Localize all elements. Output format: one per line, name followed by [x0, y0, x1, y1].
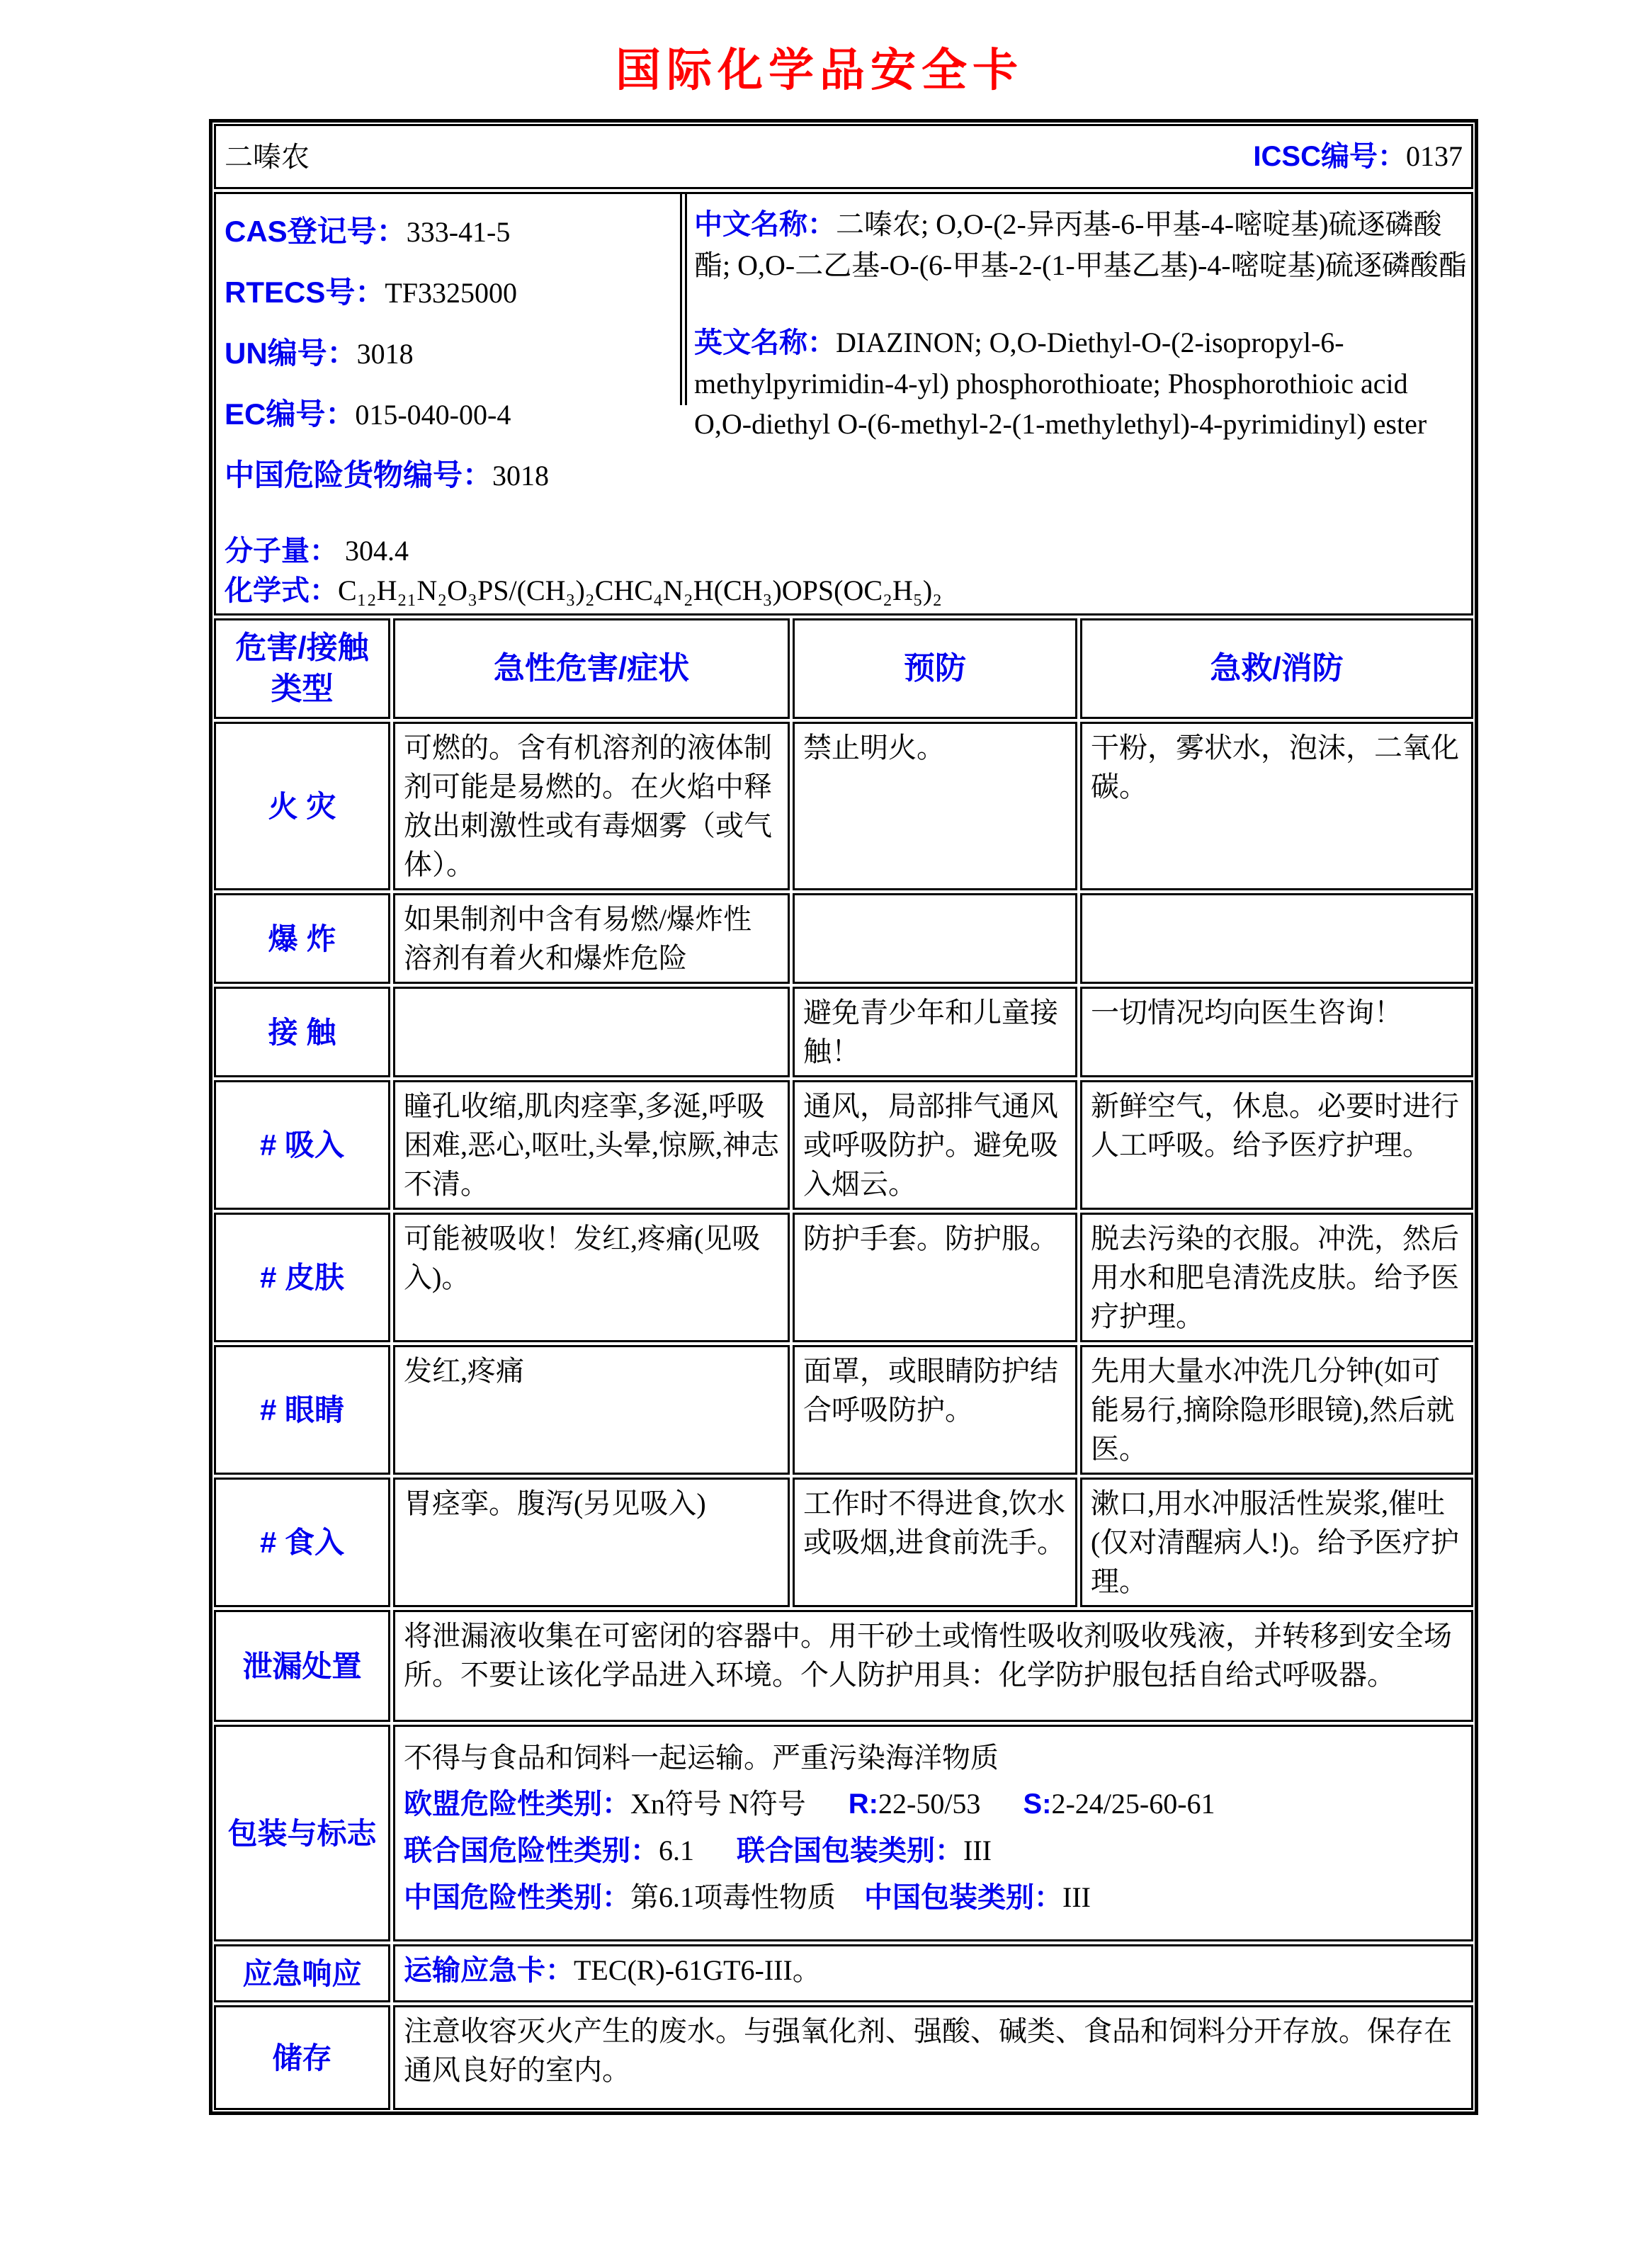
formula-line [225, 571, 943, 611]
ingestion-prevention-cell: 工作时不得进食,饮水或吸烟,进食前洗手。 [793, 1478, 1077, 1607]
cn-pack-value: III [1062, 1881, 1091, 1913]
skin-prevention-cell: 防护手套。防护服。 [793, 1213, 1077, 1342]
explosion-prevention-cell [793, 893, 1077, 984]
eyes-row-label: # 眼睛 [214, 1345, 390, 1475]
rtecs-number-line [225, 262, 678, 323]
icsc-number-group [1253, 137, 1463, 176]
skin-symptom-cell: 可能被吸收！发红,疼痛(见吸入)。 [393, 1213, 790, 1342]
un-class-value: 6.1 [659, 1835, 694, 1866]
hazard-row-eyes [212, 1344, 1475, 1476]
storage-text-cell: 注意收容灭火产生的废水。与强氧化剂、强酸、碱类、食品和饲料分开存放。保存在通风良好的室内。 [393, 2005, 1473, 2110]
packaging-content-cell [393, 1725, 1473, 1941]
card-header-row [212, 123, 1475, 191]
emergency-content-cell [393, 1944, 1473, 2002]
ec-number-line [225, 384, 678, 445]
substance-name: 二嗪农 [225, 140, 310, 173]
cas-number-line [225, 201, 678, 262]
skin-firstaid-cell: 脱去污染的衣服。冲洗，然后用水和肥皂清洗皮肤。给予医疗护理。 [1080, 1213, 1473, 1342]
info-section [214, 192, 1473, 616]
symptom-header [393, 618, 790, 719]
exposure-prevention-cell: 避免青少年和儿童接触！ [793, 987, 1077, 1077]
ec-value: 015-040-00-4 [355, 399, 511, 431]
packaging-row [212, 1723, 1475, 1943]
skin-row-label: # 皮肤 [214, 1213, 390, 1342]
emergency-row [212, 1943, 1475, 2004]
spill-row [212, 1609, 1475, 1723]
firstaid-header-text: 急救/消防 [1210, 651, 1344, 686]
un-label: UN编号： [225, 336, 357, 370]
mol-weight-value: 304.4 [345, 535, 409, 567]
hazard-row-ingestion [212, 1476, 1475, 1609]
eu-hazard-class-line [404, 1784, 1463, 1824]
exposure-row-label: 接 触 [214, 987, 390, 1077]
cn-class-label: 中国危险性类别： [404, 1882, 630, 1913]
english-name-label: 英文名称： [694, 327, 836, 358]
formula-label: 化学式： [225, 575, 338, 606]
explosion-firstaid-cell [1080, 893, 1473, 984]
un-value: 3018 [356, 338, 414, 370]
un-class-label: 联合国危险性类别： [404, 1835, 659, 1866]
cn-pack-label: 中国包装类别： [864, 1882, 1062, 1913]
hazard-type-header [214, 618, 390, 719]
prevention-header [793, 618, 1077, 719]
chinese-name-paragraph [694, 204, 1470, 285]
fire-prevention-cell: 禁止明火。 [793, 722, 1077, 890]
firstaid-header [1080, 618, 1473, 719]
exposure-firstaid-cell: 一切情况均向医生咨询！ [1080, 987, 1473, 1077]
eu-class-value: Xn符号 N符号 [630, 1788, 806, 1820]
storage-row-label: 储存 [214, 2005, 390, 2110]
cas-label: CAS登记号： [225, 215, 407, 248]
ingestion-symptom-cell: 胃痉挛。腹泻(另见吸入) [393, 1478, 790, 1607]
explosion-row-label: 爆 炸 [214, 893, 390, 984]
hazard-type-header-line1: 危害/接触 [235, 630, 369, 665]
fire-symptom-cell: 可燃的。含有机溶剂的液体制剂可能是易燃的。在火焰中释放出刺激性或有毒烟雾（或气体）。 [393, 722, 790, 890]
storage-row [212, 2004, 1475, 2111]
english-name-value: DIAZINON; O,O-Diethyl-O-(2-isopropyl-6-methylpyrimidin-4-yl) phosphorothioate; Phosphorothioic acid O,O-diethyl O-(6-methyl-2-(1-methylethyl)-4-pyrimidinyl) ester [694, 327, 1427, 440]
mol-weight-label: 分子量： [225, 535, 338, 567]
exposure-symptom-cell [393, 987, 790, 1077]
spill-text-cell: 将泄漏液收集在可密闭的容器中。用干砂土或惰性吸收剂吸收残液，并转移到安全场所。不要让该化学品进入环境。个人防护用具：化学防护服包括自给式呼吸器。 [393, 1610, 1473, 1722]
r-phrases-label: R: [848, 1788, 878, 1820]
cn-class-value: 第6.1项毒性物质 [630, 1881, 836, 1913]
formula-value: C₁₂H₂₁N₂O₃PS/(CH₃)₂CHC₄N₂H(CH₃)OPS(OC₂H₅)₂ [338, 574, 943, 606]
symptom-header-text: 急性危害/症状 [493, 651, 690, 686]
icsc-value: 0137 [1406, 140, 1463, 172]
eyes-firstaid-cell: 先用大量水冲洗几分钟(如可能易行,摘除隐形眼镜),然后就医。 [1080, 1345, 1473, 1475]
transport-card-value: TEC(R)-61GT6-III。 [574, 1954, 821, 1986]
ingestion-firstaid-cell: 漱口,用水冲服活性炭浆,催吐(仅对清醒病人!)。给予医疗护理。 [1080, 1478, 1473, 1607]
inhalation-row-label: # 吸入 [214, 1080, 390, 1210]
china-dg-number-line [225, 445, 678, 506]
ec-label: EC编号： [225, 397, 356, 431]
card-header-cell [214, 124, 1473, 189]
english-name-paragraph [694, 322, 1470, 444]
cn-hazard-class-line [404, 1878, 1463, 1917]
fire-firstaid-cell: 干粉，雾状水，泡沫，二氧化碳。 [1080, 722, 1473, 890]
hazard-row-fire [212, 720, 1475, 892]
hazard-row-explosion [212, 892, 1475, 985]
names-column [694, 204, 1470, 444]
un-number-line [225, 323, 678, 384]
eu-class-label: 欧盟危险性类别： [404, 1788, 630, 1820]
mol-weight-line [225, 531, 678, 571]
chinese-name-value: 二嗪农; O,O-(2-异丙基-6-甲基-4-嘧啶基)硫逐磷酸酯; O,O-二乙基-O-(6-甲基-2-(1-甲基乙基)-4-嘧啶基)硫逐磷酸酯 [694, 208, 1467, 281]
s-phrases-value: 2-24/25-60-61 [1051, 1788, 1215, 1820]
hazard-row-skin [212, 1211, 1475, 1344]
china-dg-value: 3018 [492, 460, 550, 492]
chinese-name-label: 中文名称： [694, 209, 836, 240]
ingestion-row-label: # 食入 [214, 1478, 390, 1607]
spill-row-label: 泄漏处置 [214, 1610, 390, 1722]
hazard-row-exposure [212, 985, 1475, 1079]
eyes-symptom-cell: 发红,疼痛 [393, 1345, 790, 1475]
inhalation-firstaid-cell: 新鲜空气，休息。必要时进行人工呼吸。给予医疗护理。 [1080, 1080, 1473, 1210]
page-title: 国际化学品安全卡 [616, 45, 1023, 96]
packaging-transport-note: 不得与食品和饲料一起运输。严重污染海洋物质 [404, 1742, 999, 1774]
r-phrases-value: 22-50/53 [878, 1788, 981, 1820]
hazard-type-header-line2: 类型 [271, 671, 334, 706]
un-pack-value: III [963, 1835, 992, 1866]
cas-value: 333-41-5 [406, 216, 511, 248]
info-column-divider [680, 193, 687, 405]
packaging-row-label: 包装与标志 [214, 1725, 390, 1941]
transport-card-label: 运输应急卡： [404, 1955, 574, 1986]
hazard-row-inhalation [212, 1079, 1475, 1211]
molecular-block [225, 531, 943, 611]
rtecs-label: RTECS号： [225, 276, 385, 309]
un-hazard-class-line [404, 1831, 1463, 1871]
explosion-symptom-cell: 如果制剂中含有易燃/爆炸性溶剂有着火和爆炸危险 [393, 893, 790, 984]
prevention-header-text: 预防 [904, 651, 966, 686]
china-dg-label: 中国危险货物编号： [225, 458, 493, 492]
emergency-row-label: 应急响应 [214, 1944, 390, 2002]
icsc-label: ICSC编号： [1253, 141, 1406, 172]
safety-card [209, 119, 1478, 2115]
inhalation-prevention-cell: 通风，局部排气通风或呼吸防护。避免吸入烟云。 [793, 1080, 1077, 1210]
fire-row-label: 火 灾 [214, 722, 390, 890]
inhalation-symptom-cell: 瞳孔收缩,肌肉痉挛,多涎,呼吸困难,恶心,呕吐,头晕,惊厥,神志不清。 [393, 1080, 790, 1210]
s-phrases-label: S: [1023, 1788, 1052, 1820]
un-pack-label: 联合国包装类别： [737, 1835, 963, 1866]
info-section-row [212, 191, 1475, 617]
rtecs-value: TF3325000 [385, 277, 518, 309]
hazard-header-row [212, 617, 1475, 720]
eyes-prevention-cell: 面罩，或眼睛防护结合呼吸防护。 [793, 1345, 1077, 1475]
